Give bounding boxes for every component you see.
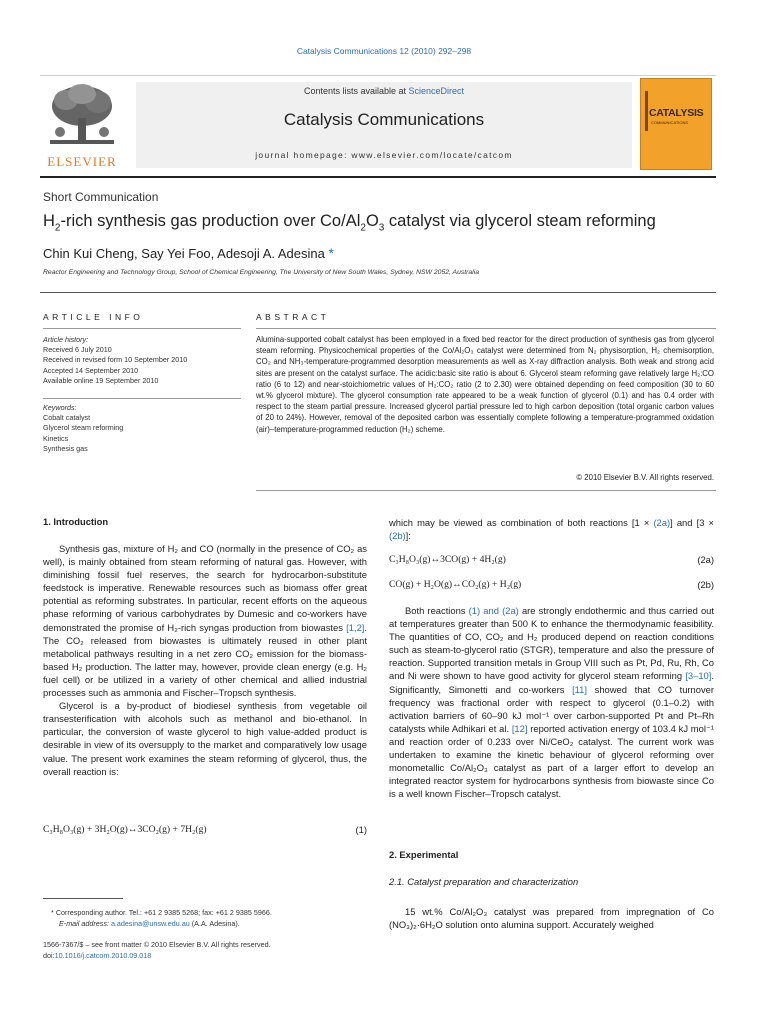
journal-cover (640, 78, 712, 170)
left-column-body (43, 542, 367, 778)
citation-link[interactable]: [11] (572, 683, 588, 695)
equation-1-number: (1) (355, 824, 367, 835)
cover-subtitle: COMMUNICATIONS (651, 120, 689, 125)
issn-line: 1566-7367/$ – see front matter © 2010 Elsevier B.V. All rights reserved. (43, 940, 271, 949)
history-online: Available online 19 September 2010 (43, 375, 159, 385)
article-info-heading: ARTICLE INFO (43, 312, 144, 322)
email-label: E-mail address: (59, 918, 109, 928)
citation-link[interactable]: [1,2] (346, 621, 365, 633)
corresponding-author-contact: Corresponding author. Tel.: +61 2 9385 5268; fax: +61 2 9385 5966. (55, 908, 272, 917)
author-list (43, 245, 334, 261)
journal-citation[interactable]: Catalysis Communications 12 (2010) 292–298 (296, 46, 472, 56)
article-info-rule (43, 328, 241, 329)
tree-icon (40, 80, 124, 154)
corresponding-author-mark[interactable]: * (328, 245, 334, 261)
publisher-name: ELSEVIER (47, 154, 117, 169)
abstract-heading: ABSTRACT (256, 312, 330, 322)
history-received: Received 6 July 2010 (43, 345, 112, 355)
history-accepted: Accepted 14 September 2010 (43, 365, 139, 375)
footnote (43, 908, 367, 929)
affiliation: Reactor Engineering and Technology Group, School of Chemical Engineering, The University of New South Wales, Sydney, NSW 2052, Australia (43, 269, 479, 276)
equation-link[interactable]: (2a) (653, 517, 671, 528)
doi-link[interactable]: 10.1016/j.catcom.2010.09.018 (54, 950, 152, 960)
citation-link[interactable]: [12] (511, 722, 528, 734)
title-divider (40, 292, 716, 293)
keyword-item: Glycerol steam reforming (43, 423, 124, 433)
equation-link[interactable]: (2b) (389, 530, 406, 542)
journal-homepage[interactable]: journal homepage: www.elsevier.com/locate/catcom (255, 150, 513, 160)
cover-spine-mark (645, 91, 648, 131)
keywords-rule (43, 398, 241, 399)
equation-2b: CO(g) + H₂O(g)↔CO₂(g) + H₂(g) (389, 579, 522, 590)
right-column-body (389, 604, 714, 800)
equation-2b-number: (2b) (697, 579, 714, 590)
cover-title: CATALYSIS (649, 107, 704, 119)
keyword-item: Cobalt catalyst (43, 413, 91, 423)
paragraph: Both reactions (1) and (2a) are strongly endothermic and thus carried out at temperatures greater than 500 K to enhance the thermodynamic feasibility. The quantities of CO, CO₂ and H₂ produced depend on reaction conditions such as steam-to-glycerol ratio (STGR), temperature and also the pressure of reaction. Supported transition metals in Group VIII such as Pt, Pd, Ru, Rh, Co and Ni were shown to have good activity for glycerol steam reforming [3–10]. Significantly, Simonetti and co-workers [11] showed that CO turnover frequency was fractional order with respect to glycerol (0.1–0.2) with activation barriers of 60–90 kJ mol⁻¹ over carbon-supported Pt and Pt–Rh catalysts while Adhikari et al. [12] reported activation energy of 103.4 kJ mol⁻¹ and reaction order of 0.233 over Ni/CeO₂ catalyst. The current work was undertaken to examine the kinetic behaviour of glycerol reforming over monometallic Co/Al₂O₃ catalyst as part of a larger effort to develop an integrated reactor system for hydrocarbons synthesis from biowaste since Co is a well known Fischer–Tropsch catalyst. (389, 605, 715, 800)
keywords-label: Keywords: (43, 403, 77, 412)
paragraph: Synthesis gas, mixture of H₂ and CO (normally in the presence of CO₂ as well), is mainly obtained from steam reforming of natural gas. However, with diminishing fossil fuel reserves, the search for hydrocarbon-substitute feedstock is imperative. Renewable resources such as biomass offer great potential as reforming substrates. In particular, recent efforts on the aqueous phase reforming of various carbohydrates by Dumesic and co-workers have demonstrated the promise of H₂-rich syngas production from biowastes [1,2]. The CO₂ released from biowastes is ultimately reused in other plant metabolical pathways resulting in a net zero CO₂ emission for the biomass-based H₂ production. The latter may, however, provide clean energy (e.g. H₂ fuel cell) or be utilized in a variety of other chemical and allied industrial processes such as ammonia and Fischer–Tropsch synthesis. (43, 543, 367, 699)
footnote-rule (43, 898, 123, 899)
doi-label: doi: (43, 950, 55, 960)
equation-1: C₃H₈O₃(g) + 3H₂O(g)↔3CO₂(g) + 7H₂(g) (43, 824, 207, 835)
article-history (43, 335, 241, 386)
section-experimental: 2. Experimental (389, 849, 459, 860)
abstract-rule (256, 328, 716, 329)
elsevier-logo (40, 80, 124, 170)
section-introduction: 1. Introduction (43, 516, 109, 527)
email-link[interactable]: a.adesina@unsw.edu.au (110, 918, 190, 928)
contents-line (136, 86, 632, 96)
citation-link[interactable]: [3–10] (685, 670, 712, 682)
sciencedirect-link[interactable]: ScienceDirect (408, 86, 465, 96)
journal-name: Catalysis Communications (283, 110, 485, 129)
right-column-experimental (389, 905, 714, 931)
right-column-intro: which may be viewed as combination of both reactions [1 × (2a)] and [3 × (2b)]: (389, 517, 715, 542)
footnote-mark: * (51, 908, 54, 917)
history-revised: Received in revised form 10 September 2010 (43, 355, 188, 365)
authors: Chin Kui Cheng, Say Yei Foo, Adesoji A. Adesina (43, 246, 325, 261)
history-label: Article history: (43, 335, 89, 344)
journal-header (40, 75, 716, 174)
header-divider (40, 176, 716, 178)
subsection-catalyst-preparation: 2.1. Catalyst preparation and characterization (389, 876, 579, 887)
paragraph: 15 wt.% Co/Al₂O₃ catalyst was prepared from impregnation of Co (NO₃)₂·6H₂O solution onto alumina support. Accurately weighed (389, 906, 714, 931)
contents-prefix: Contents lists available at (303, 86, 409, 96)
paragraph: Glycerol is a by-product of biodiesel synthesis from vegetable oil transesterification with alcohols such as methanol and bio-ethanol. In particular, the conversion of waste glycerol to high value-added product is desirable in view of its oversupply to the market and comparatively low usage value. The present work examines the steam reforming of glycerol, thus, the overall reaction is: (43, 700, 367, 777)
keywords (43, 403, 241, 454)
article-title: $H_2$-rich synthesis gas production over $Co/Al_2O_3$ catalyst via glycerol steam reforming (43, 212, 656, 234)
email-owner: (A.A. Adesina). (191, 918, 240, 928)
article-type: Short Communication (43, 190, 159, 204)
abstract-bottom-rule (256, 490, 716, 491)
equation-2a-number: (2a) (697, 554, 714, 565)
publication-info (43, 940, 367, 961)
equation-2a: C₃H₈O₃(g)↔3CO(g) + 4H₂(g) (389, 554, 506, 565)
copyright: © 2010 Elsevier B.V. All rights reserved. (576, 473, 714, 482)
keyword-item: Synthesis gas (43, 443, 88, 453)
equation-link[interactable]: (1) and (2a) (468, 605, 519, 616)
keyword-item: Kinetics (43, 433, 69, 443)
abstract-text: Alumina-supported cobalt catalyst has been employed in a fixed bed reactor for the direct production of synthesis gas from glycerol steam reforming. Physicochemical properties of the Co/Al₂O₃ catalyst were determined from N₂ physisorption, H₂ chemisorption, CO₂ and NH₃-temperature-programmed desorption measurements as well as X-ray diffraction analysis. Both weak and strong acid sites are present on the catalyst surface. The acidic:basic site ratio is about 6. Glycerol steam reforming gave relatively large H₂:CO ratio (6 to 12) and near-stoichiometric values of H₂:CO₂ ratio (2 to 2.30) were obtained depending on feed composition (30 to 60 wt.% glycerol mixture). The glycerol consumption rate appeared to be a weak function of glycerol (0.1) and has 0.4 order with respect to the steam partial pressure. Increased glycerol partial pressure led to high carbon deposition (total organic carbon values of 20 to 24%). However, removal of the deposited carbon was essentially complete following a temperature-programmed oxidation (air)–temperature-programmed reduction (H₂) scheme. (256, 335, 714, 434)
